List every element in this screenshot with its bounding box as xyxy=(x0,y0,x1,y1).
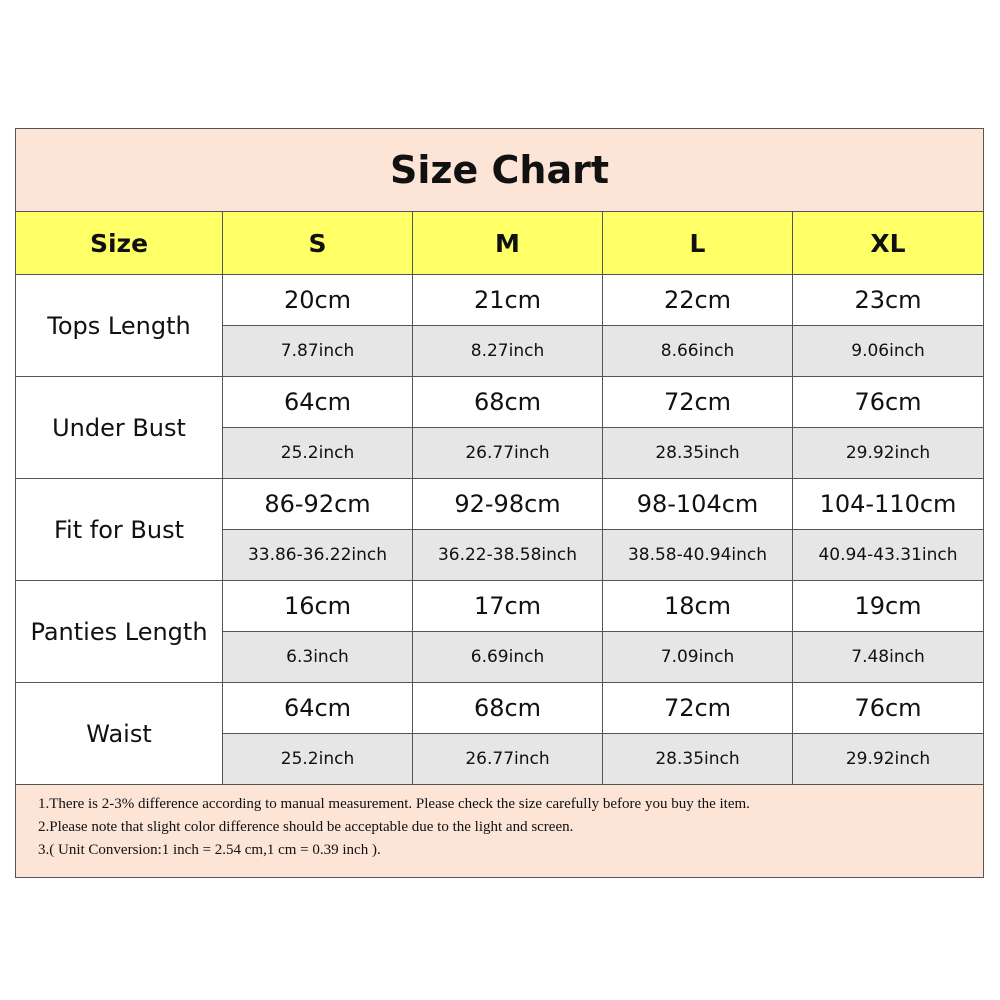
tops-length-inch-l: 8.66inch xyxy=(603,326,793,377)
size-header-m: M xyxy=(413,212,603,275)
panties-length-inch-m: 6.69inch xyxy=(413,632,603,683)
fit-for-bust-cm-l: 98-104cm xyxy=(603,479,793,530)
measure-row-cm xyxy=(16,275,984,326)
waist-cm-xl: 76cm xyxy=(793,683,984,734)
header-row xyxy=(16,212,984,275)
waist-inch-l: 28.35inch xyxy=(603,734,793,785)
waist-inch-s: 25.2inch xyxy=(223,734,413,785)
size-header-label: Size xyxy=(16,212,223,275)
tops-length-inch-s: 7.87inch xyxy=(223,326,413,377)
panties-length-cm-l: 18cm xyxy=(603,581,793,632)
measure-row-cm xyxy=(16,377,984,428)
panties-length-inch-xl: 7.48inch xyxy=(793,632,984,683)
chart-title: Size Chart xyxy=(16,129,984,212)
fit-for-bust-inch-xl: 40.94-43.31inch xyxy=(793,530,984,581)
size-header-xl: XL xyxy=(793,212,984,275)
row-label-panties-length: Panties Length xyxy=(16,581,223,683)
row-label-tops-length: Tops Length xyxy=(16,275,223,377)
fit-for-bust-cm-xl: 104-110cm xyxy=(793,479,984,530)
fit-for-bust-inch-l: 38.58-40.94inch xyxy=(603,530,793,581)
size-header-s: S xyxy=(223,212,413,275)
size-chart-table xyxy=(15,128,984,878)
size-header-l: L xyxy=(603,212,793,275)
tops-length-cm-m: 21cm xyxy=(413,275,603,326)
panties-length-cm-s: 16cm xyxy=(223,581,413,632)
note-measurement: 1.There is 2-3% difference according to manual measurement. Please check the size carefully before you buy the item. xyxy=(38,796,750,812)
tops-length-inch-xl: 9.06inch xyxy=(793,326,984,377)
fit-for-bust-inch-m: 36.22-38.58inch xyxy=(413,530,603,581)
measure-row-cm xyxy=(16,683,984,734)
panties-length-inch-s: 6.3inch xyxy=(223,632,413,683)
panties-length-cm-m: 17cm xyxy=(413,581,603,632)
under-bust-cm-s: 64cm xyxy=(223,377,413,428)
waist-inch-m: 26.77inch xyxy=(413,734,603,785)
panties-length-cm-xl: 19cm xyxy=(793,581,984,632)
note-unit-conversion: 3.( Unit Conversion:1 inch = 2.54 cm,1 cm = 0.39 inch ). xyxy=(38,842,381,858)
under-bust-inch-xl: 29.92inch xyxy=(793,428,984,479)
under-bust-inch-m: 26.77inch xyxy=(413,428,603,479)
waist-cm-m: 68cm xyxy=(413,683,603,734)
under-bust-cm-m: 68cm xyxy=(413,377,603,428)
panties-length-inch-l: 7.09inch xyxy=(603,632,793,683)
waist-cm-l: 72cm xyxy=(603,683,793,734)
fit-for-bust-cm-m: 92-98cm xyxy=(413,479,603,530)
fit-for-bust-cm-s: 86-92cm xyxy=(223,479,413,530)
note-color: 2.Please note that slight color difference should be acceptable due to the light and screen. xyxy=(38,819,574,835)
notes-panel xyxy=(16,785,984,878)
row-label-fit-for-bust: Fit for Bust xyxy=(16,479,223,581)
fit-for-bust-inch-s: 33.86-36.22inch xyxy=(223,530,413,581)
tops-length-cm-s: 20cm xyxy=(223,275,413,326)
waist-inch-xl: 29.92inch xyxy=(793,734,984,785)
under-bust-cm-xl: 76cm xyxy=(793,377,984,428)
under-bust-cm-l: 72cm xyxy=(603,377,793,428)
measure-row-cm xyxy=(16,479,984,530)
under-bust-inch-s: 25.2inch xyxy=(223,428,413,479)
tops-length-inch-m: 8.27inch xyxy=(413,326,603,377)
row-label-waist: Waist xyxy=(16,683,223,785)
notes-row xyxy=(16,785,984,878)
under-bust-inch-l: 28.35inch xyxy=(603,428,793,479)
measure-row-cm xyxy=(16,581,984,632)
title-row xyxy=(16,129,984,212)
size-chart-body xyxy=(16,129,984,785)
row-label-under-bust: Under Bust xyxy=(16,377,223,479)
tops-length-cm-l: 22cm xyxy=(603,275,793,326)
tops-length-cm-xl: 23cm xyxy=(793,275,984,326)
waist-cm-s: 64cm xyxy=(223,683,413,734)
